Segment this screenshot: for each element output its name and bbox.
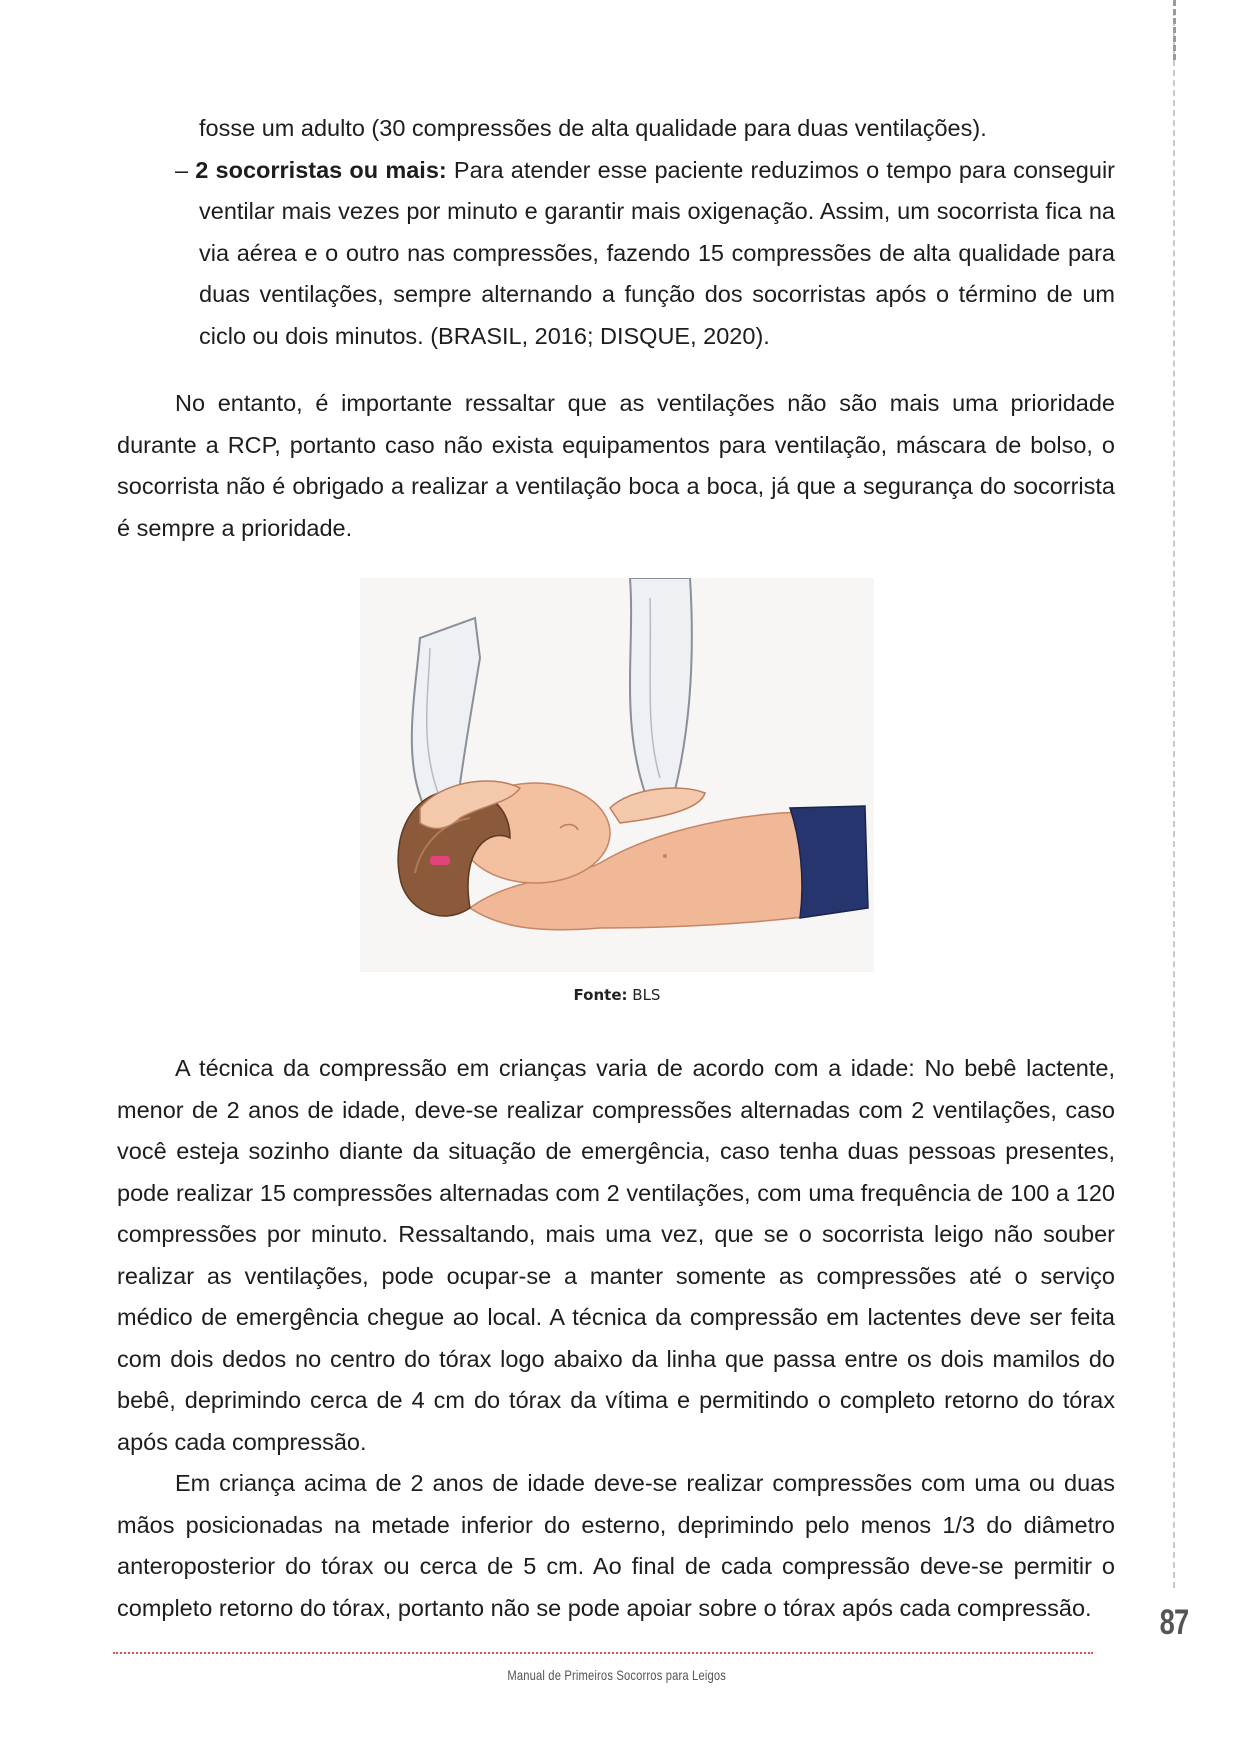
footer-divider <box>113 1652 1093 1654</box>
cpr-illustration-svg <box>360 578 874 972</box>
paragraph-child-compression: Em criança acima de 2 anos de idade deve-se realizar compressões com uma ou duas mãos posicionadas na metade inferior do esterno, deprimindo pelo menos 1/3 do diâmetro anteroposterior do tórax ou cerca de 5 cm. Ao final de cada compressão deve-se permitir o completo retorno do tórax, portanto não se pode apoiar sobre o tórax após cada compressão. <box>117 1470 1115 1621</box>
caption-source: BLS <box>627 986 661 1004</box>
bullet-continuation: fosse um adulto (30 compressões de alta qualidade para duas ventilações). <box>199 115 987 141</box>
cpr-child-illustration <box>360 578 874 972</box>
margin-rule <box>1173 0 1175 1588</box>
paragraph-ventilation-priority: No entanto, é importante ressaltar que as ventilações não são mais uma prioridade durante a RCP, portanto caso não exista equipamentos para ventilação, máscara de bolso, o socorrista não é obrigado a realizar a ventilação boca a boca, já que a segurança do socorrista é sempre a prioridade. <box>117 390 1115 541</box>
running-footer <box>113 1667 1121 1683</box>
bullet-text: Para atender esse paciente reduzimos o tempo para conseguir ventilar mais vezes por minuto e garantir mais oxigenação. Assim, um socorrista fica na via aérea e o outro nas compressões, fazendo 15 compressões de alta qualidade para duas ventilações, sempre alternando a função dos socorristas após o término de um ciclo ou dois minutos. (BRASIL, 2016; DISQUE, 2020). <box>199 156 1115 349</box>
figure-caption <box>360 986 874 1004</box>
bullet-dash: – <box>175 156 189 183</box>
bullet-two-rescuers <box>175 150 1115 358</box>
footer-title: Manual de Primeiros Socorros para Leigos <box>507 1667 727 1683</box>
top-text-block <box>117 108 1115 549</box>
bottom-text-block <box>117 1048 1115 1629</box>
caption-label: Fonte: <box>573 986 628 1004</box>
margin-rule-accent <box>1173 0 1176 60</box>
paragraph-infant-compression: A técnica da compressão em crianças varia de acordo com a idade: No bebê lactente, menor de 2 anos de idade, deve-se realizar compressões alternadas com 2 ventilações, caso você esteja sozinho diante da situação de emergência, caso tenha duas pessoas presentes, pode realizar 15 compressões alternadas com 2 ventilações, com uma frequência de 100 a 120 compressões por minuto. Ressaltando, mais uma vez, que se o socorrista leigo não souber realizar as ventilações, pode ocupar-se a manter somente as compressões até o serviço médico de emergência chegue ao local. A técnica da compressão em lactentes deve ser feita com dois dedos no centro do tórax logo abaixo da linha que passa entre os dois mamilos do bebê, deprimindo cerca de 4 cm do tórax da vítima e permitindo o completo retorno do tórax após cada compressão. <box>117 1055 1115 1455</box>
bullet-heading: 2 socorristas ou mais: <box>195 156 447 183</box>
page-number: 87 <box>1159 1603 1189 1642</box>
